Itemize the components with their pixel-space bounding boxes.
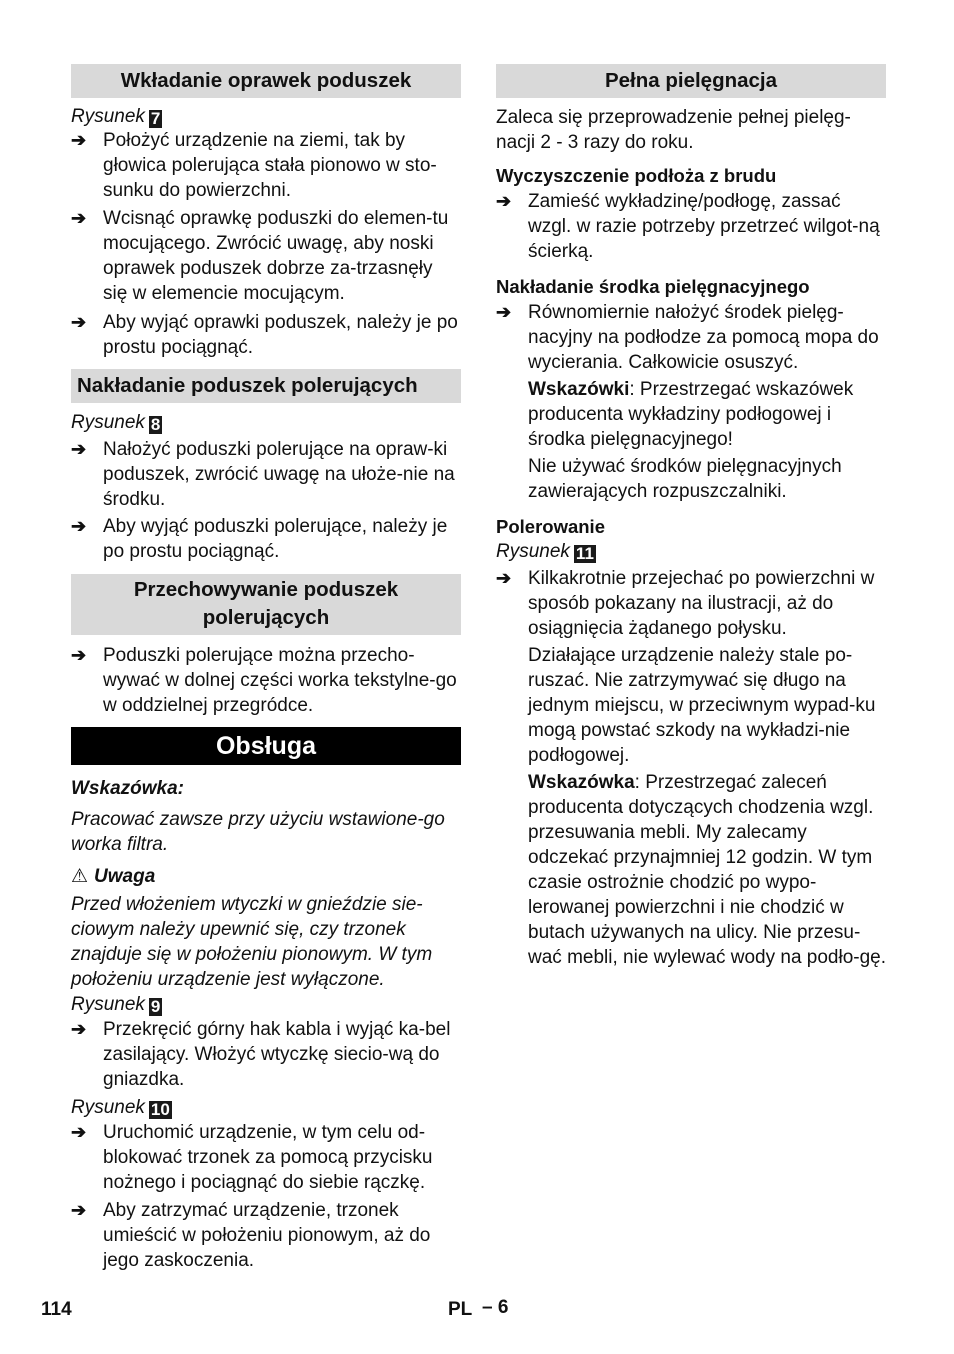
arrow-right-icon: ➔ bbox=[71, 439, 87, 459]
figure-number-badge: 9 bbox=[150, 997, 161, 1016]
intro-paragraph: Zaleca się przeprowadzenie pełnej pielęg-nacji 2 - 3 razy do roku. bbox=[496, 107, 851, 153]
list-item: ➔ Poduszki polerujące można przecho-wywać w dolnej części worka tekstylne-go w oddzielnej przegródce. bbox=[71, 645, 457, 716]
figure-number-badge: 7 bbox=[150, 109, 161, 128]
left-column bbox=[71, 64, 461, 1274]
note-paragraph: Nie używać środków pielęgnacyjnych zawierających rozpuszczalniki. bbox=[528, 456, 842, 502]
arrow-right-icon: ➔ bbox=[71, 516, 87, 536]
arrow-right-icon: ➔ bbox=[71, 208, 87, 228]
section-heading-storage: Przechowywanie poduszek polerujących bbox=[71, 574, 461, 635]
list-item: ➔ Równomiernie nałożyć środek pielęg-nacyjny na podłodze za pomocą mopa do wycierania. Całkowicie osuszyć. bbox=[496, 302, 879, 373]
figure-number-badge: 8 bbox=[150, 415, 161, 434]
section-heading-pads: Nakładanie poduszek polerujących bbox=[71, 369, 461, 403]
list-item: ➔ Aby wyjąć poduszki polerujące, należy je po prostu pociągnąć. bbox=[71, 516, 448, 562]
arrow-right-icon: ➔ bbox=[496, 568, 512, 588]
section-page: – 6 bbox=[482, 1297, 509, 1318]
note-paragraph: Wskazówka: Przestrzegać zaleceń producenta dotyczących chodzenia wzgl. przesuwania mebli. My zalecamy odczekać przynajmniej 12 godzin. W tym czasie ostrożnie chodzić po wypo-lerowanej powierzchni i nie chodzić w butach używanych na ulicy. Nie przesu-wać mebli, nie wylewać wody na podło-gę. bbox=[528, 772, 887, 968]
arrow-right-icon: ➔ bbox=[496, 302, 512, 322]
figure-ref: Rysunek 10 bbox=[71, 1097, 170, 1119]
note-heading: Wskazówka: bbox=[71, 778, 184, 799]
subheading-care-agent: Nakładanie środka pielęgnacyjnego bbox=[496, 276, 810, 297]
list-item: ➔ Przekręcić górny hak kabla i wyjąć ka-bel zasilający. Włożyć wtyczkę siecio-wą do gniazdka. bbox=[71, 1019, 451, 1090]
list-item: ➔ Wcisnąć oprawkę poduszki do elemen-tu mocującego. Zwrócić uwagę, aby noski oprawek poduszek dobrze za-trzasnęły się w elemencie mocującym. bbox=[71, 208, 449, 304]
paragraph: Działające urządzenie należy stale po-ruszać. Nie zatrzymywać się długo na jednym miejscu, w przeciwnym wypad-ku mogą powstać szkody na wykładzi-nie podłogowej. bbox=[528, 645, 876, 766]
list-item: ➔ Nałożyć poduszki polerujące na opraw-ki poduszek, zwrócić uwagę na ułoże-nie na środku. bbox=[71, 439, 455, 510]
list-item: ➔ Zamieść wykładzinę/podłogę, zassać wzgl. w razie potrzeby przetrzeć wilgot-ną ścierką. bbox=[496, 191, 880, 262]
section-heading-pad-holders: Wkładanie oprawek poduszek bbox=[71, 64, 461, 98]
figure-number-badge: 11 bbox=[575, 544, 594, 563]
arrow-right-icon: ➔ bbox=[71, 1200, 87, 1220]
figure-ref: Rysunek 9 bbox=[71, 994, 161, 1016]
arrow-right-icon: ➔ bbox=[71, 312, 87, 332]
figure-ref: Rysunek 11 bbox=[496, 541, 594, 563]
list-item: ➔ Aby wyjąć oprawki poduszek, należy je po prostu pociągnąć. bbox=[71, 312, 458, 358]
warning-heading: ⚠ Uwaga bbox=[71, 866, 156, 887]
figure-number-badge: 10 bbox=[150, 1100, 170, 1119]
subheading-polishing: Polerowanie bbox=[496, 516, 605, 537]
warning-text: Przed włożeniem wtyczki w gnieździe sie-ciowym należy upewnić się, czy trzonek znajduje się w położeniu pionowym. W tym położeniu urządzenie jest wyłączone. bbox=[71, 894, 433, 990]
figure-ref: Rysunek 7 bbox=[71, 106, 161, 128]
language-code: PL bbox=[448, 1299, 473, 1320]
warning-triangle-icon: ⚠ bbox=[71, 866, 89, 887]
arrow-right-icon: ➔ bbox=[71, 1122, 87, 1142]
figure-ref: Rysunek 8 bbox=[71, 412, 161, 434]
chapter-heading-operation: Obsługa bbox=[71, 727, 461, 765]
section-heading-full-care: Pełna pielęgnacja bbox=[496, 64, 886, 98]
list-item: ➔ Położyć urządzenie na ziemi, tak by głowica polerująca stała pionowo w sto-sunku do powierzchni. bbox=[71, 130, 437, 201]
page-number: 114 bbox=[41, 1299, 72, 1320]
list-item: ➔ Uruchomić urządzenie, w tym celu od-blokować trzonek za pomocą przycisku nożnego i pociągnąć do siebie rączkę. bbox=[71, 1122, 433, 1193]
arrow-right-icon: ➔ bbox=[496, 191, 512, 211]
list-item: ➔ Aby zatrzymać urządzenie, trzonek umieścić w położeniu pionowym, aż do jego zaskoczenia. bbox=[71, 1200, 431, 1271]
arrow-right-icon: ➔ bbox=[71, 130, 87, 150]
list-item: ➔ Kilkakrotnie przejechać po powierzchni w sposób pokazany na ilustracji, aż do osiągnięcia żądanego połysku. bbox=[496, 568, 875, 639]
note-paragraph: Wskazówki: Przestrzegać wskazówek producenta wykładziny podłogowej i środka pielęgnacyjnego! bbox=[528, 379, 854, 450]
note-text: Pracować zawsze przy użyciu wstawione-go worka filtra. bbox=[71, 809, 445, 855]
arrow-right-icon: ➔ bbox=[71, 1019, 87, 1039]
right-column bbox=[496, 64, 886, 970]
arrow-right-icon: ➔ bbox=[71, 645, 87, 665]
subheading-cleaning: Wyczyszczenie podłoża z brudu bbox=[496, 165, 777, 186]
